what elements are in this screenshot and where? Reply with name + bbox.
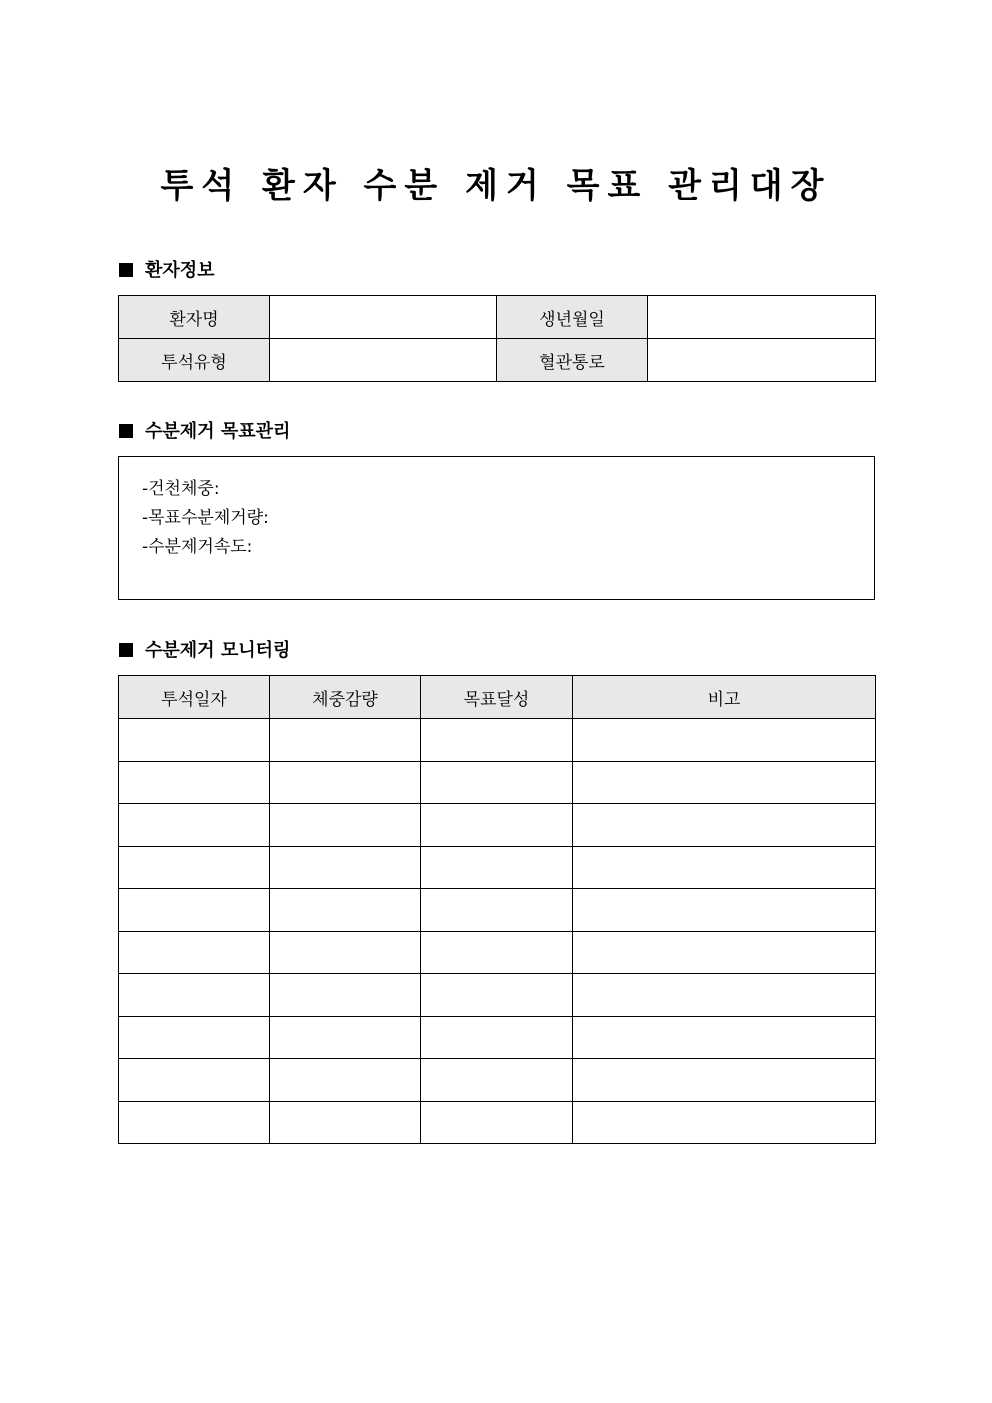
dialysis-date-cell[interactable]: [119, 719, 270, 762]
weight-loss-cell[interactable]: [270, 889, 421, 932]
weight-loss-cell[interactable]: [270, 1059, 421, 1102]
section-heading-text: 환자정보: [145, 260, 215, 281]
table-row: [119, 1016, 876, 1059]
table-row: [119, 339, 876, 382]
monitoring-table: [118, 675, 876, 1144]
goal-achieved-cell[interactable]: [421, 889, 573, 932]
remarks-cell[interactable]: [573, 761, 876, 804]
fluid-removal-rate-line: -수분제거속도:: [142, 537, 253, 557]
remarks-cell[interactable]: [573, 974, 876, 1017]
dialysis-date-cell[interactable]: [119, 1016, 270, 1059]
section-heading-patient-info: [119, 259, 215, 283]
vascular-access-label: 혈관통로: [497, 339, 648, 382]
dialysis-date-cell[interactable]: [119, 974, 270, 1017]
target-fluid-removal-line: -목표수분제거량:: [142, 508, 269, 528]
dialysis-date-cell[interactable]: [119, 889, 270, 932]
birth-date-label: 생년월일: [497, 296, 648, 339]
column-header-remarks: 비고: [573, 676, 876, 719]
goal-achieved-cell[interactable]: [421, 761, 573, 804]
birth-date-field[interactable]: [648, 296, 876, 339]
dialysis-type-label: 투석유형: [119, 339, 270, 382]
table-row: [119, 296, 876, 339]
table-row: [119, 974, 876, 1017]
dialysis-date-cell[interactable]: [119, 846, 270, 889]
goal-achieved-cell[interactable]: [421, 1016, 573, 1059]
goal-achieved-cell[interactable]: [421, 846, 573, 889]
weight-loss-cell[interactable]: [270, 931, 421, 974]
remarks-cell[interactable]: [573, 719, 876, 762]
table-row: [119, 804, 876, 847]
goal-achieved-cell[interactable]: [421, 974, 573, 1017]
table-row: [119, 1059, 876, 1102]
table-row: [119, 719, 876, 762]
goal-achieved-cell[interactable]: [421, 931, 573, 974]
dialysis-date-cell[interactable]: [119, 761, 270, 804]
weight-loss-cell[interactable]: [270, 1016, 421, 1059]
table-row: [119, 931, 876, 974]
section-heading-text: 수분제거 목표관리: [145, 421, 291, 442]
square-bullet-icon: [119, 424, 133, 438]
patient-name-label: 환자명: [119, 296, 270, 339]
goal-achieved-cell[interactable]: [421, 804, 573, 847]
dialysis-type-field[interactable]: [270, 339, 497, 382]
remarks-cell[interactable]: [573, 1059, 876, 1102]
vascular-access-field[interactable]: [648, 339, 876, 382]
patient-info-table: [118, 295, 876, 382]
dialysis-date-cell[interactable]: [119, 1101, 270, 1144]
remarks-cell[interactable]: [573, 1101, 876, 1144]
remarks-cell[interactable]: [573, 931, 876, 974]
goal-achieved-cell[interactable]: [421, 719, 573, 762]
remarks-cell[interactable]: [573, 889, 876, 932]
remarks-cell[interactable]: [573, 804, 876, 847]
goal-achieved-cell[interactable]: [421, 1101, 573, 1144]
table-row: [119, 1101, 876, 1144]
weight-loss-cell[interactable]: [270, 846, 421, 889]
dialysis-date-cell[interactable]: [119, 804, 270, 847]
table-header-row: [119, 676, 876, 719]
document-title: 투석 환자 수분 제거 목표 관리대장: [160, 166, 832, 206]
column-header-dialysis-date: 투석일자: [119, 676, 270, 719]
dry-weight-line: -건천체중:: [142, 479, 220, 499]
dialysis-date-cell[interactable]: [119, 1059, 270, 1102]
weight-loss-cell[interactable]: [270, 974, 421, 1017]
remarks-cell[interactable]: [573, 1016, 876, 1059]
patient-name-field[interactable]: [270, 296, 497, 339]
goal-achieved-cell[interactable]: [421, 1059, 573, 1102]
square-bullet-icon: [119, 643, 133, 657]
goal-management-box[interactable]: [118, 456, 875, 600]
section-heading-goal-management: [119, 420, 290, 444]
column-header-weight-loss: 체중감량: [270, 676, 421, 719]
weight-loss-cell[interactable]: [270, 1101, 421, 1144]
remarks-cell[interactable]: [573, 846, 876, 889]
weight-loss-cell[interactable]: [270, 761, 421, 804]
section-heading-text: 수분제거 모니터링: [145, 640, 291, 661]
table-row: [119, 846, 876, 889]
section-heading-monitoring: [119, 639, 290, 663]
square-bullet-icon: [119, 263, 133, 277]
table-row: [119, 889, 876, 932]
weight-loss-cell[interactable]: [270, 719, 421, 762]
table-row: [119, 761, 876, 804]
dialysis-date-cell[interactable]: [119, 931, 270, 974]
weight-loss-cell[interactable]: [270, 804, 421, 847]
column-header-goal-achieved: 목표달성: [421, 676, 573, 719]
